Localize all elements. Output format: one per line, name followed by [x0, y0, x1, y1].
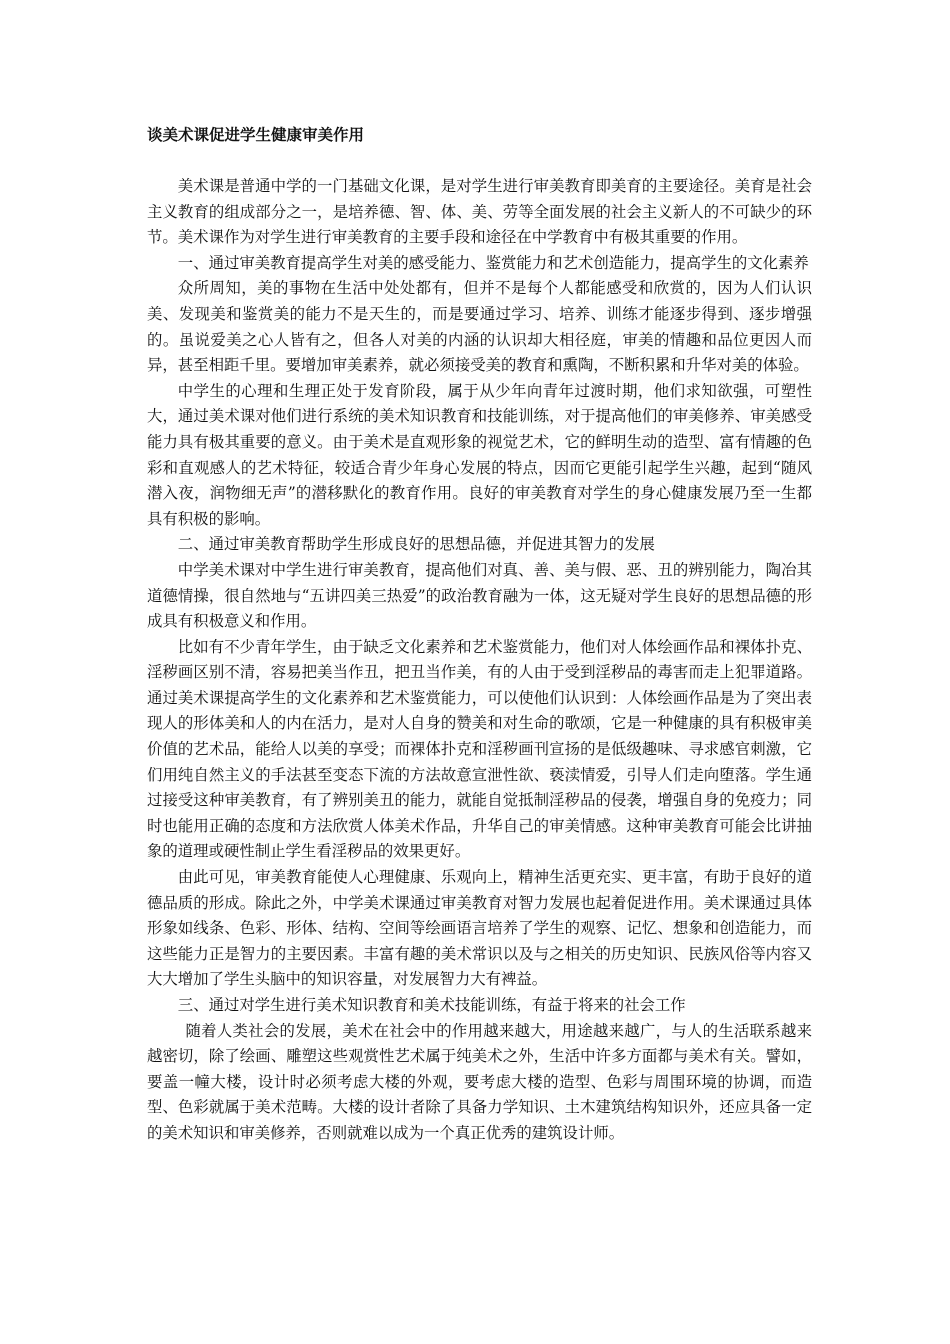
paragraph: 随着人类社会的发展，美术在社会中的作用越来越大，用途越来越广，与人的生活联系越来越密切，除了绘画、雕塑这些观赏性艺术属于纯美术之外，生活中许多方面都与美术有关。譬如，要盖一幢大楼，设计时必须考虑大楼的外观，要考虑大楼的造型、色彩与周围环境的协调，而造型、色彩就属于美术范畴。大楼的设计者除了具备力学知识、土木建筑结构知识外，还应具备一定的美术知识和审美修养，否则就难以成为一个真正优秀的建筑设计师。 — [147, 1021, 812, 1142]
document-title: 谈美术课促进学生健康审美作用 — [147, 126, 365, 144]
document-body — [147, 174, 812, 1147]
paragraph-intro: 美术课是普通中学的一门基础文化课，是对学生进行审美教育即美育的主要途径。美育是社会主义教育的组成部分之一，是培养德、智、体、美、劳等全面发展的社会主义新人的不可缺少的环节。美术课作为对学生进行审美教育的主要手段和途径在中学教育中有极其重要的作用。 — [147, 177, 812, 247]
paragraph: 比如有不少青年学生，由于缺乏文化素养和艺术鉴赏能力，他们对人体绘画作品和裸体扑克、淫秽画区别不清，容易把美当作丑，把丑当作美，有的人由于受到淫秽品的毒害而走上犯罪道路。通过美术课提高学生的文化素养和艺术鉴赏能力，可以使他们认识到：人体绘画作品是为了突出表现人的形体美和人的内在活力，是对人自身的赞美和对生命的歌颂，它是一种健康的具有积极审美价值的艺术品，能给人以美的享受；而裸体扑克和淫秽画刊宣扬的是低级趣味、寻求感官刺激，它们用纯自然主义的手法甚至变态下流的方法故意宣泄性欲、亵渎情爱，引导人们走向堕落。学生通过接受这种审美教育，有了辨别美丑的能力，就能自觉抵制淫秽品的侵袭，增强自身的免疫力；同时也能用正确的态度和方法欣赏人体美术作品，升华自己的审美情感。这种审美教育可能会比讲抽象的道理或硬性制止学生看淫秽品的效果更好。 — [147, 637, 812, 861]
section-heading-1: 一、通过审美教育提高学生对美的感受能力、鉴赏能力和艺术创造能力，提高学生的文化素养 — [177, 253, 809, 272]
section-heading-3: 三、通过对学生进行美术知识教育和美术技能训练，有益于将来的社会工作 — [177, 996, 686, 1014]
paragraph: 中学美术课对中学生进行审美教育，提高他们对真、善、美与假、恶、丑的辨别能力，陶冶其道德情操，很自然地与“五讲四美三热爱”的政治教育融为一体，这无疑对学生良好的思想品德的形成具有积极意义和作用。 — [147, 560, 812, 631]
section-heading-2: 二、通过审美教育帮助学生形成良好的思想品德，并促进其智力的发展 — [177, 535, 655, 554]
paragraph: 中学生的心理和生理正处于发育阶段，属于从少年向青年过渡时期，他们求知欲强，可塑性大，通过美术课对他们进行系统的美术知识教育和技能训练，对于提高他们的审美修养、审美感受能力具有极其重要的意义。由于美术是直观形象的视觉艺术，它的鲜明生动的造型、富有情趣的色彩和直观感人的艺术特征，较适合青少年身心发展的特点，因而它更能引起学生兴趣，起到“随风潜入夜，润物细无声”的潜移默化的教育作用。良好的审美教育对学生的身心健康发展乃至一生都具有积极的影响。 — [147, 381, 812, 528]
paragraph: 众所周知，美的事物在生活中处处都有，但并不是每个人都能感受和欣赏的，因为人们认识美、发现美和鉴赏美的能力不是天生的，而是要通过学习、培养、训练才能逐步得到、逐步增强的。虽说爱美之心人皆有之，但各人对美的内涵的认识却大相径庭，审美的情趣和品位更因人而异，甚至相距千里。要增加审美素养，就必须接受美的教育和熏陶，不断积累和升华对美的体验。 — [147, 279, 812, 375]
paragraph: 由此可见，审美教育能使人心理健康、乐观向上，精神生活更充实、更丰富，有助于良好的道德品质的形成。除此之外，中学美术课通过审美教育对智力发展也起着促进作用。美术课通过具体形象如线条、色彩、形体、结构、空间等绘画语言培养了学生的观察、记忆、想象和创造能力，而这些能力正是智力的主要因素。丰富有趣的美术常识以及与之相关的历史知识、民族风俗等内容又大大增加了学生头脑中的知识容量，对发展智力大有裨益。 — [147, 868, 812, 989]
